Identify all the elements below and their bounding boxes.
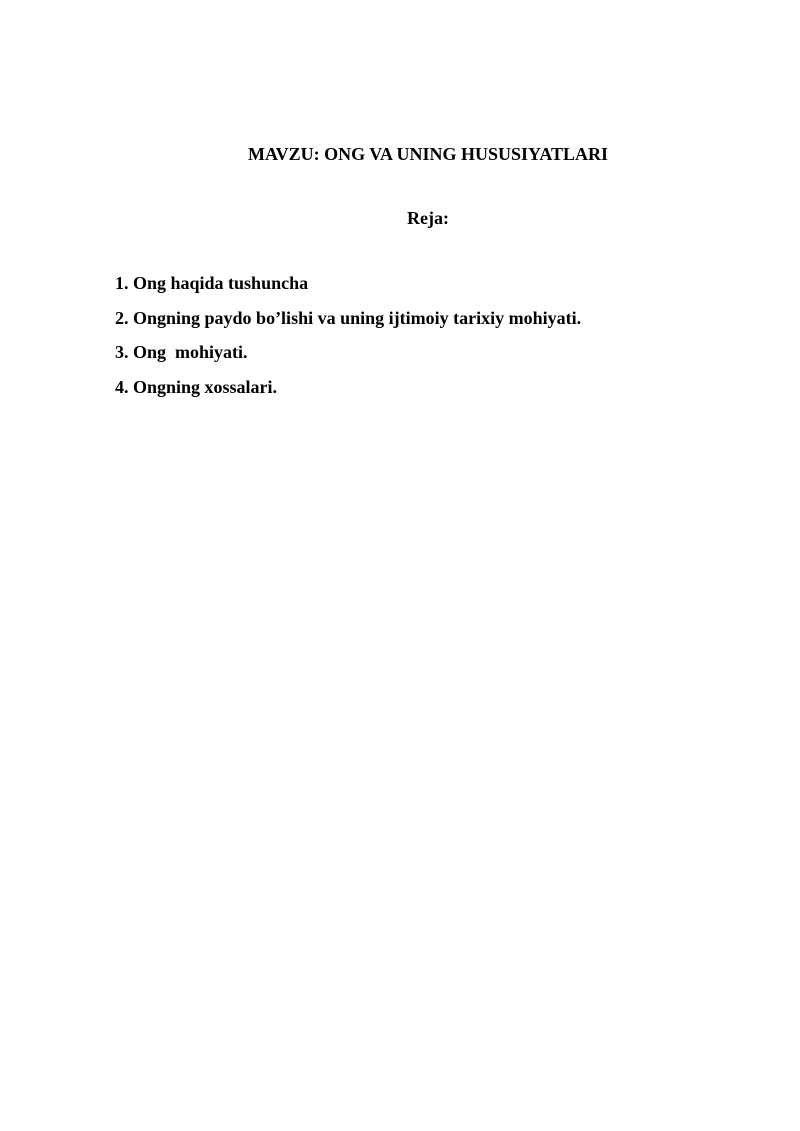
plan-item-3: 3. Ong mohiyati. [115,342,248,362]
plan-item-2: 2. Ongning paydo bo’lishi va uning ijtimoiy tarixiy mohiyati. [115,307,582,328]
plan-heading: Reja: [407,208,449,228]
plan-list [115,272,581,410]
plan-item-4: 4. Ongning xossalari. [115,376,278,397]
plan-item-1: 1. Ong haqida tushuncha [115,273,309,293]
document-title: MAVZU: ONG VA UNING HUSUSIYATLARI [247,144,609,164]
